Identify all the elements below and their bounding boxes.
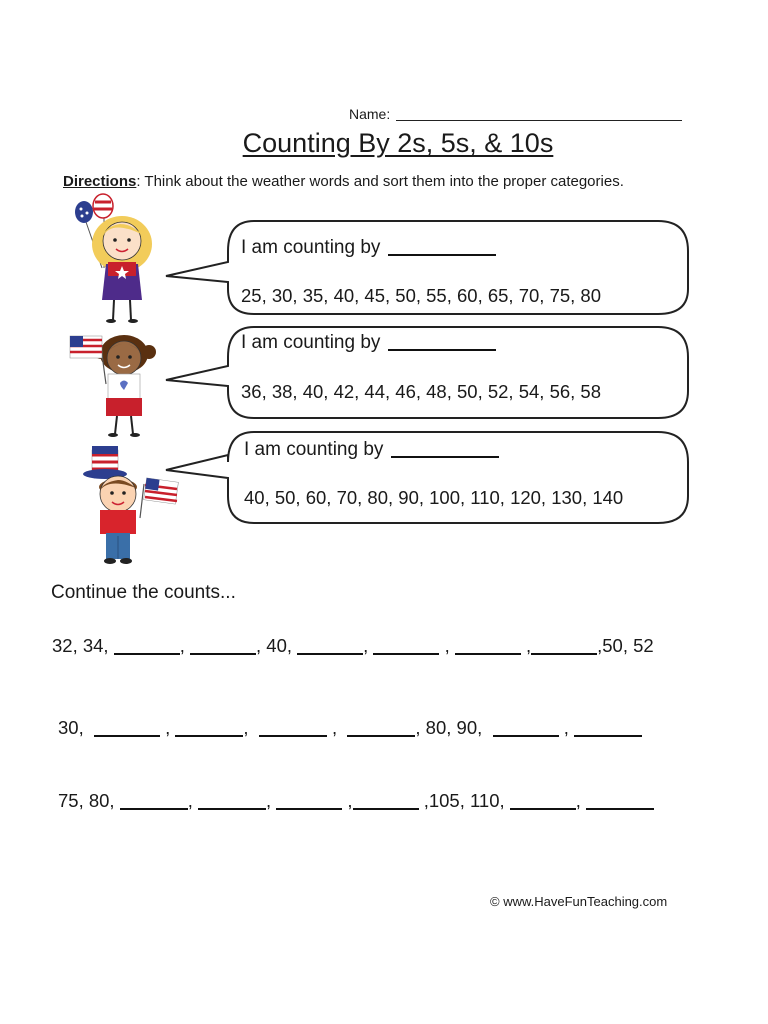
answer-blank[interactable] <box>455 635 521 655</box>
continue-heading: Continue the counts... <box>51 582 236 603</box>
answer-blank[interactable] <box>353 790 419 810</box>
answer-blank[interactable] <box>120 790 188 810</box>
answer-blank[interactable] <box>198 790 266 810</box>
answer-blank[interactable] <box>190 635 256 655</box>
bubble-1-answer-blank[interactable] <box>388 236 496 256</box>
bubble-1-numbers: 25, 30, 35, 40, 45, 50, 55, 60, 65, 70, 75, 80 <box>241 285 602 306</box>
answer-blank[interactable] <box>373 635 439 655</box>
answer-blank[interactable] <box>510 790 576 810</box>
answer-blank[interactable] <box>347 717 415 737</box>
bubble-2-numbers: 36, 38, 40, 42, 44, 46, 48, 50, 52, 54, 56, 58 <box>241 381 602 402</box>
bubble-3-answer-blank[interactable] <box>391 438 499 458</box>
answer-blank[interactable] <box>531 635 597 655</box>
bubble-3-prompt: I am counting by <box>244 438 499 461</box>
count-row-1: 32, 34, , , 40, , , , ,50, 52 <box>52 635 654 656</box>
answer-blank[interactable] <box>586 790 654 810</box>
count-row-2: 30, , , , , 80, 90, , <box>58 717 642 739</box>
directions-label: Directions <box>63 173 137 190</box>
directions-text: : Think about the weather words and sort them into the proper categories. <box>136 173 624 190</box>
bubble-2-answer-blank[interactable] <box>388 331 496 351</box>
answer-blank[interactable] <box>493 717 559 737</box>
page-title: Counting By 2s, 5s, & 10s <box>242 128 554 158</box>
answer-blank[interactable] <box>114 635 180 655</box>
answer-blank[interactable] <box>259 717 327 737</box>
name-label: Name: <box>349 106 391 122</box>
count-row-3: 75, 80, , , , ,105, 110, , <box>58 790 654 812</box>
bubble-1-prompt: I am counting by <box>241 236 496 259</box>
answer-blank[interactable] <box>94 717 160 737</box>
answer-blank[interactable] <box>574 717 642 737</box>
footer-credit: © www.HaveFunTeaching.com <box>490 894 668 909</box>
answer-blank[interactable] <box>297 635 363 655</box>
bubble-3-numbers: 40, 50, 60, 70, 80, 90, 100, 110, 120, 130, 140 <box>244 487 624 508</box>
bubble-2-prompt: I am counting by <box>241 331 496 354</box>
answer-blank[interactable] <box>276 790 342 810</box>
answer-blank[interactable] <box>175 717 243 737</box>
